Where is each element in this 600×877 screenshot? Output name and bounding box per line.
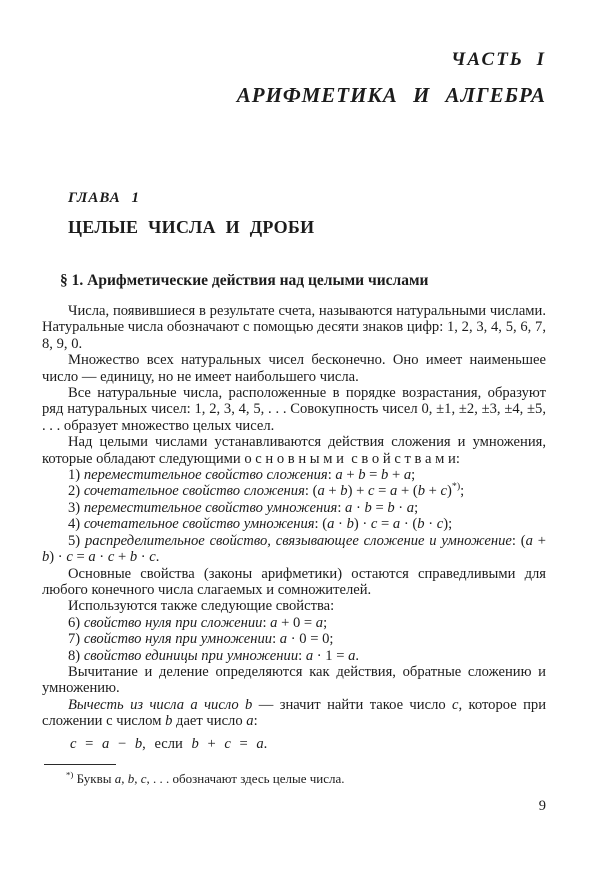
page-number: 9 [538, 797, 546, 814]
paragraph: Вычесть из числа a число b — значит найти такое число c, которое при сложении с числом b дает число a: [42, 696, 547, 730]
property-item: 8) свойство единицы при умножении: a · 1 = a. [68, 647, 360, 664]
property-item: 6) свойство нуля при сложении: a + 0 = a; [68, 614, 328, 631]
footnote [42, 764, 546, 787]
section-title: § 1. Арифметические действия над целыми числами [60, 272, 429, 289]
chapter-title: ЦЕЛЫЕ ЧИСЛА И ДРОБИ [68, 217, 315, 237]
property-item: 4) сочетательное свойство умножения: (a · b) · c = a · (b · c); [68, 516, 453, 533]
paragraph: Все натуральные числа, расположенные в порядке возрастания, образуют ряд натуральных чисел: 1, 2, 3, 4, 5, . . . Совокупность чисел 0, ±1, ±2, ±3, ±4, ±5, . . . образует множество целых чисел. [42, 385, 546, 434]
display-formula: c = a − b, если b + c = a. [70, 735, 268, 752]
property-item: 3) переместительное свойство умножения: a · b = b · a; [68, 499, 419, 516]
paragraph: Основные свойства (законы арифметики) остаются справедливыми для любого конечного числа слагаемых и сомножителей. [42, 565, 546, 598]
footnote-rule [44, 764, 116, 765]
part-label: ЧАСТЬ I [451, 49, 546, 70]
part-title: АРИФМЕТИКА И АЛГЕБРА [236, 83, 546, 107]
paragraph: Используются также следующие свойства: [68, 598, 335, 615]
footnote-text: *) Буквы a, b, c, . . . обозначают здесь целые числа. [66, 769, 345, 786]
page-body [42, 303, 546, 752]
property-item: 5) распределительное свойство, связывающее сложение и умножение: (a + b) · c = a · c + b · c. [42, 532, 546, 566]
property-item: 2) сочетательное свойство сложения: (a + b) + c = a + (b + c)*); [68, 481, 465, 500]
paragraph: Числа, появившиеся в результате счета, называются натуральными числами. Натуральные числа обозначают с помощью десяти знаков цифр: 1, 2, 3, 4, 5, 6, 7, 8, 9, 0. [42, 303, 546, 352]
paragraph: Вычитание и деление определяются как действия, обратные сложению и умножению. [42, 663, 546, 697]
property-item: 7) свойство нуля при умножении: a · 0 = 0; [68, 631, 334, 648]
paragraph: Множество всех натуральных чисел бесконечно. Оно имеет наименьшее число — единицу, но не имеет наибольшего числа. [42, 352, 546, 385]
property-item: 1) переместительное свойство сложения: a + b = b + a; [68, 467, 416, 484]
paragraph: Над целыми числами устанавливаются действия сложения и умножения, которые обладают следующими о с н о в н ы м и с в о й с т в а м и: [42, 434, 546, 467]
chapter-label: ГЛАВА 1 [68, 190, 141, 206]
